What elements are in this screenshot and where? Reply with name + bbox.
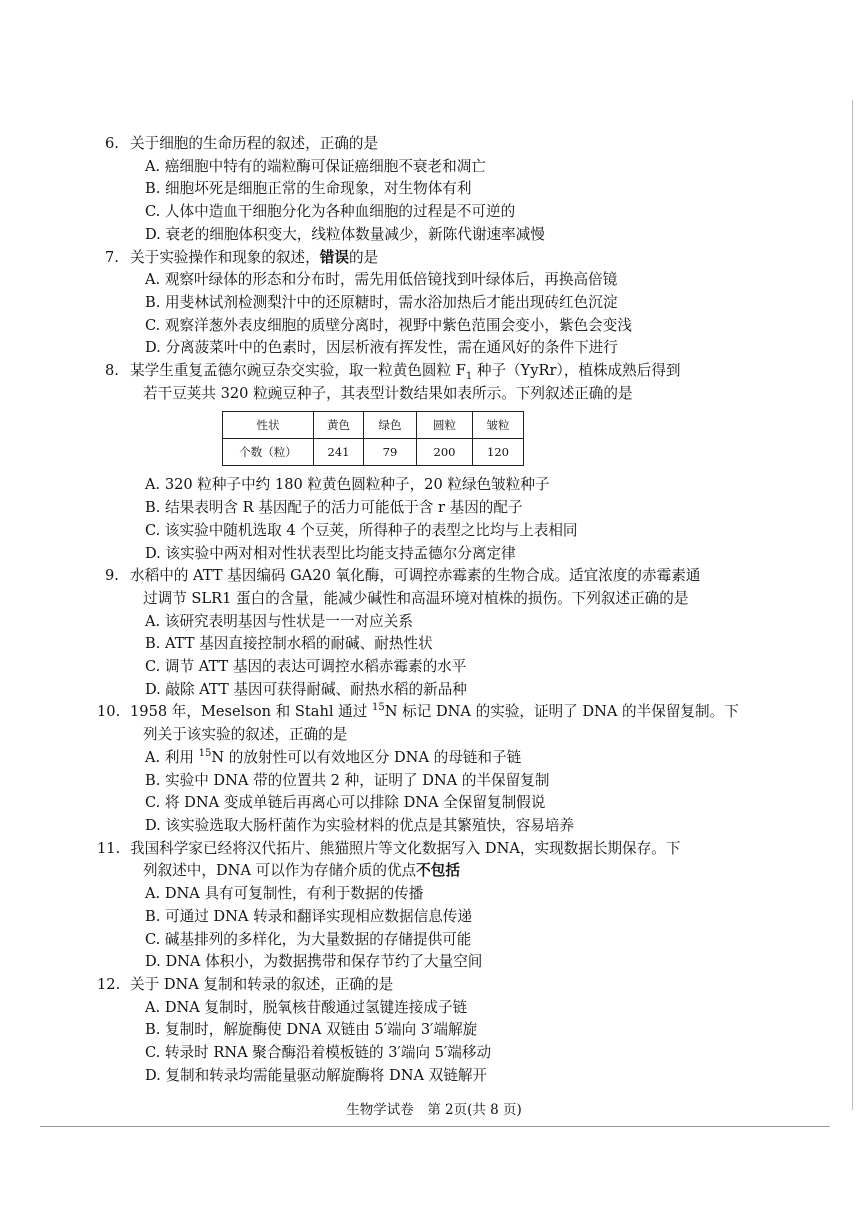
stem-text: 关于实验操作和现象的叙述，: [130, 248, 320, 266]
question-number: 6.: [105, 135, 119, 152]
question-9: [105, 565, 712, 701]
option-b: B. 复制时，解旋酶使 DNA 双链由 5′端向 3′端解旋: [145, 1021, 478, 1039]
option-c: C. 转录时 RNA 聚合酶沿着模板链的 3′端向 5′端移动: [145, 1044, 492, 1062]
table-row-label: 个数（粒）: [223, 439, 314, 466]
question-stem: 关于 DNA 复制和转录的叙述，正确的是: [130, 975, 394, 993]
option-b: B. 结果表明含 R 基因配子的活力可能低于含 r 基因的配子: [145, 499, 523, 517]
option-a: A. 观察叶绿体的形态和分布时，需先用低倍镜找到叶绿体后，再换高倍镜: [145, 271, 618, 289]
question-stem-line-2: 若干豆荚共 320 粒豌豆种子，其表型计数结果如表所示。下列叙述正确的是: [143, 384, 633, 402]
question-number: 11.: [97, 839, 121, 857]
question-number: 10.: [97, 703, 121, 721]
table-cell: 120: [473, 439, 524, 466]
footer-rule: [40, 1126, 830, 1127]
question-stem-line-2: [112, 860, 712, 883]
option-d: D. 该实验中两对相对性状表型比均能支持孟德尔分离定律: [145, 544, 516, 562]
stem-text: 某学生重复孟德尔豌豆杂交实验，取一粒黄色圆粒 F: [130, 362, 466, 380]
question-stem-line-2: 过调节 SLR1 蛋白的含量，能减少碱性和高温环境对植株的损伤。下列叙述正确的是: [143, 589, 689, 607]
stem-text: 列叙述中，DNA 可以作为存储介质的优点: [143, 862, 417, 880]
stem-emphasis: 不包括: [416, 862, 460, 880]
option-c: C. 该实验中随机选取 4 个豆荚，所得种子的表型之比均与上表相同: [145, 521, 578, 539]
table-header-cell: 圆粒: [417, 412, 473, 439]
option-d: D. 衰老的细胞体积变大，线粒体数量减少，新陈代谢速率减慢: [145, 225, 545, 243]
question-stem-line-1: 水稻中的 ATT 基因编码 GA20 氧化酶，可调控赤霉素的生物合成。适宜浓度的赤霉素通: [130, 567, 701, 585]
stem-text-end: 种子（YyRr），植株成熟后得到: [472, 362, 681, 380]
question-6: [105, 133, 712, 247]
stem-text: 1958 年，Meselson 和 Stahl 通过: [130, 703, 372, 721]
option-b: B. ATT 基因直接控制水稻的耐碱、耐热性状: [145, 635, 433, 653]
option-a: A. DNA 复制时，脱氧核苷酸通过氢键连接成子链: [145, 998, 468, 1016]
option-d: D. 该实验选取大肠杆菌作为实验材料的优点是其繁殖快，容易培养: [145, 816, 575, 834]
subscript: 1: [465, 370, 473, 382]
option-b: B. 可通过 DNA 转录和翻译实现相应数据信息传递: [145, 907, 472, 925]
option-d: D. DNA 体积小，为数据携带和保存节约了大量空间: [145, 953, 483, 971]
question-8: [105, 360, 712, 565]
table-cell: 200: [417, 439, 473, 466]
question-number: 7.: [105, 248, 119, 266]
option-c: C. 调节 ATT 基因的表达可调控水稻赤霉素的水平: [145, 658, 467, 676]
option-a: A. 320 粒种子中约 180 粒黄色圆粒种子，20 粒绿色皱粒种子: [145, 476, 550, 494]
page-footer: 生物学试卷 第 2页(共 8 页): [346, 1102, 522, 1118]
table-header-row: [223, 412, 524, 439]
option-d: D. 分离菠菜叶中的色素时，因层析液有挥发性，需在通风好的条件下进行: [145, 339, 618, 357]
question-stem-line-1: [112, 362, 681, 382]
table-header-cell: 皱粒: [473, 412, 524, 439]
option-b: B. 用斐林试剂检测梨汁中的还原糖时，需水浴加热后才能出现砖红色沉淀: [145, 293, 618, 311]
option-c: C. 将 DNA 变成单链后再离心可以排除 DNA 全保留复制假说: [145, 794, 546, 812]
option-a: A. 癌细胞中特有的端粒酶可保证癌细胞不衰老和凋亡: [145, 157, 486, 175]
option-b: B. 实验中 DNA 带的位置共 2 种，证明了 DNA 的半保留复制: [145, 771, 550, 789]
superscript: 15: [371, 702, 385, 714]
question-number: 9.: [105, 567, 119, 585]
question-stem-line-1: 我国科学家已经将汉代拓片、熊猫照片等文化数据写入 DNA，实现数据长期保存。下: [130, 839, 681, 857]
table-header-cell: 绿色: [364, 412, 417, 439]
question-number: 12.: [97, 975, 121, 993]
option-a: A. DNA 具有可复制性，有利于数据的传播: [145, 885, 424, 903]
question-number: 8.: [105, 362, 119, 380]
stem-text-end: N 标记 DNA 的实验，证明了 DNA 的半保留复制。下: [384, 703, 739, 721]
option-c: C. 人体中造血干细胞分化为各种血细胞的过程是不可逆的: [145, 203, 516, 221]
page-edge-line: [852, 100, 853, 1110]
superscript: 15: [198, 748, 212, 760]
table-row: [223, 439, 524, 466]
question-stem: [112, 249, 378, 266]
stem-emphasis: 错误: [319, 248, 349, 266]
question-7: [105, 247, 712, 361]
question-stem: 关于细胞的生命历程的叙述，正确的是: [130, 135, 379, 152]
question-10: [97, 701, 739, 837]
question-list: [97, 133, 739, 1087]
question-stem-line-2: 列关于该实验的叙述，正确的是: [143, 726, 348, 744]
table-header-cell: 性状: [223, 412, 314, 439]
option-c: C. 观察洋葱外表皮细胞的质壁分离时，视野中紫色范围会变小，紫色会变浅: [145, 316, 632, 334]
stem-text-end: 的是: [348, 248, 379, 266]
trait-count-table: [222, 411, 524, 466]
option-d: D. 复制和转录均需能量驱动解旋酶将 DNA 双链解开: [145, 1066, 488, 1084]
option-a: [112, 747, 712, 770]
option-text-end: N 的放射性可以有效地区分 DNA 的母链和子链: [211, 748, 522, 766]
question-12: [97, 974, 712, 1088]
table-cell: 241: [314, 439, 364, 466]
option-d: D. 敲除 ATT 基因可获得耐碱、耐热水稻的新品种: [145, 680, 467, 698]
option-b: B. 细胞坏死是细胞正常的生命现象，对生物体有利: [145, 180, 472, 198]
question-11: [97, 838, 712, 974]
table-header-cell: 黄色: [314, 412, 364, 439]
option-a: A. 该研究表明基因与性状是一一对应关系: [145, 612, 413, 630]
table-cell: 79: [364, 439, 417, 466]
option-c: C. 碱基排列的多样化，为大量数据的存储提供可能: [145, 930, 472, 948]
question-stem-line-1: [112, 703, 739, 720]
option-text: A. 利用: [145, 748, 199, 766]
